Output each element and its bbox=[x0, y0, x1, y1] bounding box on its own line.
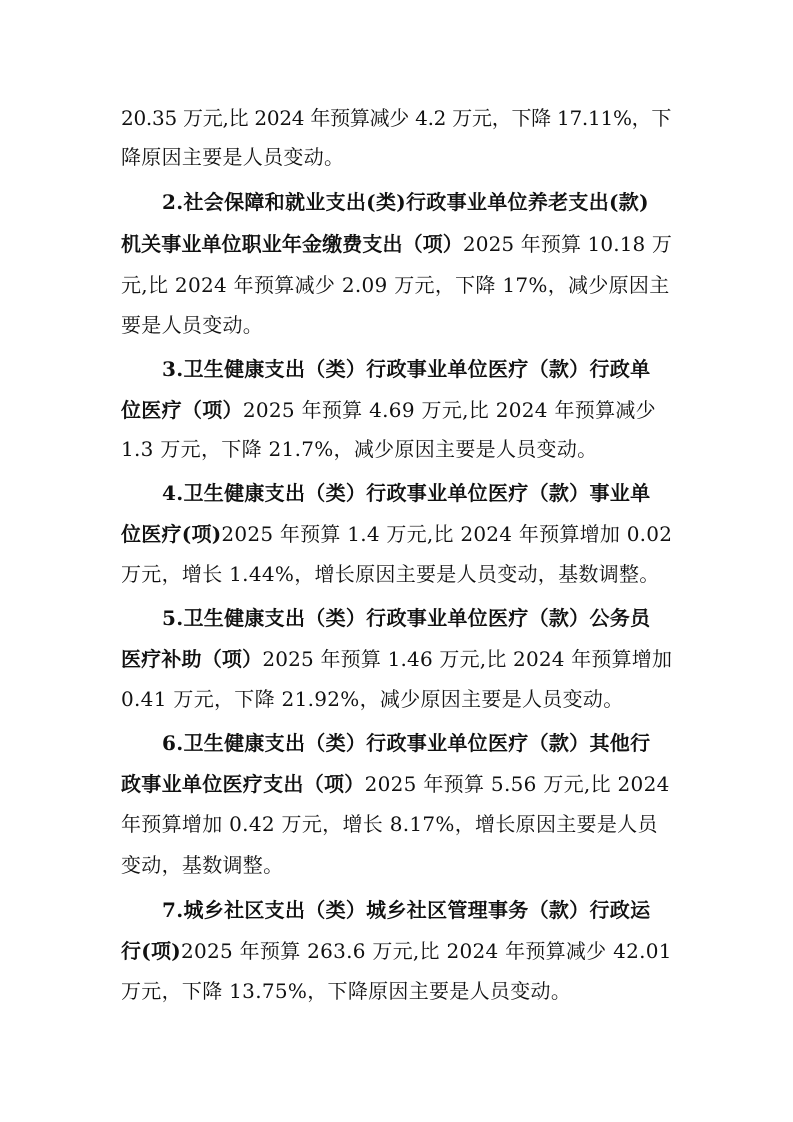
item-4-heading bbox=[162, 481, 650, 505]
heading-text: 行(项) bbox=[121, 939, 182, 963]
text-line bbox=[121, 687, 624, 711]
text-line bbox=[121, 398, 656, 422]
text-line bbox=[121, 853, 283, 877]
heading-text: 医疗补助（项） bbox=[121, 647, 263, 671]
line-text: 2025 年预算 1.4 万元,比 2024 年预算增加 0.02 bbox=[221, 522, 673, 546]
text-line bbox=[121, 522, 672, 546]
line-text: 2025 年预算 1.46 万元,比 2024 年预算增加 bbox=[262, 647, 673, 671]
text-line bbox=[121, 939, 672, 963]
line-text: 万元，增长 1.44%，增长原因主要是人员变动，基数调整。 bbox=[121, 562, 660, 586]
text-line bbox=[121, 437, 597, 461]
item-3-heading bbox=[162, 357, 650, 381]
item-6-heading bbox=[162, 731, 650, 755]
line-text: 万元，下降 13.75%，下降原因主要是人员变动。 bbox=[121, 979, 572, 1003]
line-text: 降原因主要是人员变动。 bbox=[121, 145, 345, 169]
line-text: 7.城乡社区支出（类）城乡社区管理事务（款）行政运 bbox=[162, 898, 651, 922]
line-text: 5.卫生健康支出（类）行政事业单位医疗（款）公务员 bbox=[162, 606, 651, 630]
line-text: 元,比 2024 年预算减少 2.09 万元，下降 17%，减少原因主 bbox=[121, 273, 670, 297]
text-line bbox=[121, 106, 671, 130]
line-text: 2025 年预算 5.56 万元,比 2024 bbox=[364, 772, 670, 796]
item-2-heading bbox=[162, 190, 649, 214]
line-text: 变动，基数调整。 bbox=[121, 853, 284, 877]
text-line bbox=[121, 562, 660, 586]
line-text: 20.35 万元,比 2024 年预算减少 4.2 万元，下降 17.11%，下 bbox=[121, 106, 672, 130]
heading-text: 政事业单位医疗支出（项） bbox=[121, 772, 365, 796]
heading-text: 位医疗（项） bbox=[121, 398, 243, 422]
text-line bbox=[121, 772, 670, 796]
line-text: 4.卫生健康支出（类）行政事业单位医疗（款）事业单 bbox=[162, 481, 651, 505]
line-text: 年预算增加 0.42 万元，增长 8.17%，增长原因主要是人员 bbox=[121, 812, 658, 836]
text-line bbox=[121, 273, 670, 297]
line-text: 2025 年预算 263.6 万元,比 2024 年预算减少 42.01 bbox=[181, 939, 672, 963]
line-text: 2.社会保障和就业支出(类)行政事业单位养老支出(款) bbox=[162, 190, 649, 214]
line-text: 要是人员变动。 bbox=[121, 313, 264, 337]
heading-text: 机关事业单位职业年金缴费支出（项） bbox=[121, 232, 463, 256]
heading-text: 位医疗(项) bbox=[121, 522, 222, 546]
item-5-heading bbox=[162, 606, 650, 630]
line-text: 0.41 万元，下降 21.92%，减少原因主要是人员变动。 bbox=[121, 687, 624, 711]
line-text: 3.卫生健康支出（类）行政事业单位医疗（款）行政单 bbox=[162, 357, 651, 381]
item-7-heading bbox=[162, 898, 650, 922]
line-text: 2025 年预算 10.18 万 bbox=[462, 232, 672, 256]
text-line bbox=[121, 145, 344, 169]
text-line bbox=[121, 313, 263, 337]
line-text: 1.3 万元，下降 21.7%，减少原因主要是人员变动。 bbox=[121, 437, 598, 461]
text-line bbox=[121, 232, 672, 256]
text-line bbox=[121, 979, 571, 1003]
line-text: 6.卫生健康支出（类）行政事业单位医疗（款）其他行 bbox=[162, 731, 651, 755]
text-line bbox=[121, 647, 672, 671]
text-line bbox=[121, 812, 658, 836]
line-text: 2025 年预算 4.69 万元,比 2024 年预算减少 bbox=[242, 398, 656, 422]
